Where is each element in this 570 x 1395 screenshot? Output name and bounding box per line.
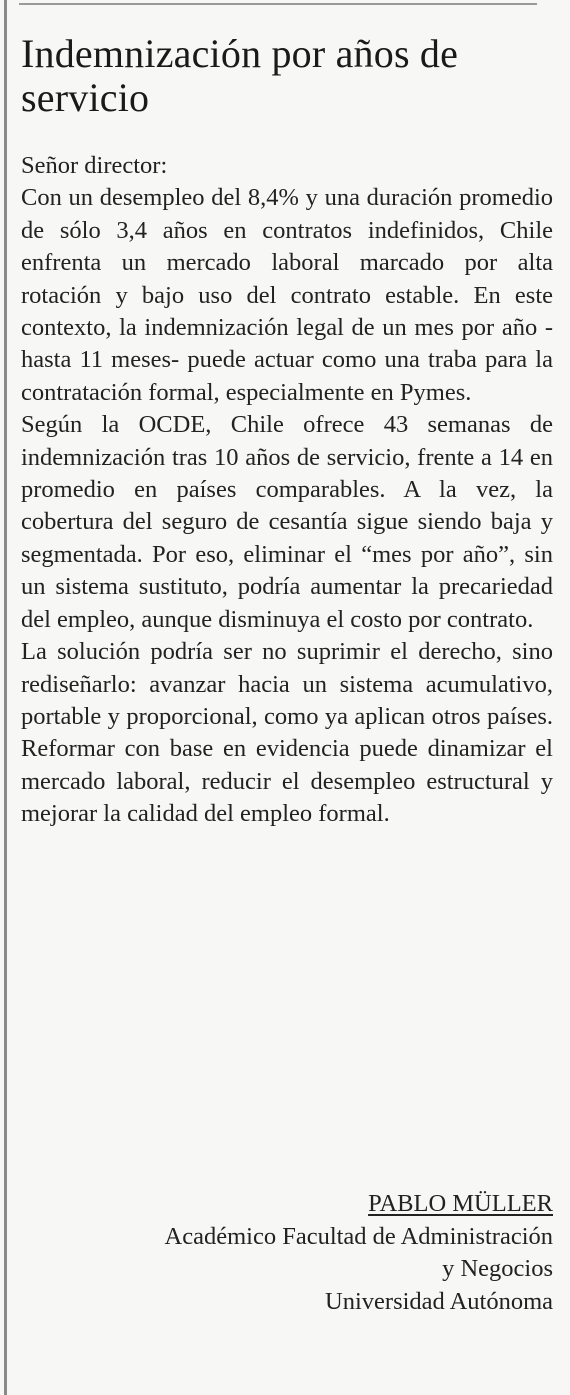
letter-paragraph-1: Con un desempleo del 8,4% y una duración promedio de sólo 3,4 años en contratos indefinidos, Chile enfrenta un mercado laboral marcado por alta rotación y bajo uso del contrato estable. En este contexto, la indemnización legal de un mes por año -hasta 11 meses- puede actuar como una traba para la contratación formal, especialmente en Pymes. xyxy=(21,184,553,406)
letter-headline: Indemnización por años de servicio xyxy=(21,31,459,120)
letter-signature xyxy=(13,1188,553,1318)
letter-salutation: Señor director: xyxy=(21,152,168,179)
author-title-line-2: y Negocios xyxy=(442,1255,553,1282)
author-name: PABLO MÜLLER xyxy=(368,1190,553,1217)
letter-paragraph-2: Según la OCDE, Chile ofrece 43 semanas de indemnización tras 10 años de servicio, frente a 14 en promedio en países comparables. A la vez, la cobertura del seguro de cesantía sigue siendo baja y segmentada. Por eso, eliminar el “mes por año”, sin un sistema sustituto, podría aumentar la precariedad del empleo, aunque disminuya el costo por contrato. xyxy=(21,411,553,633)
letter-to-editor xyxy=(21,0,553,831)
author-institution: Universidad Autónoma xyxy=(325,1287,553,1315)
author-title-line-1: Académico Facultad de Administración xyxy=(164,1222,553,1250)
letter-body xyxy=(21,150,553,831)
letter-paragraph-3: La solución podría ser no suprimir el derecho, sino rediseñarlo: avanzar hacia un sistema acumulativo, portable y proporcional, como ya aplican otros países. Reformar con base en evidencia puede dinamizar el mercado laboral, reducir el desempleo estructural y mejorar la calidad del empleo formal. xyxy=(21,638,553,828)
column-border-left xyxy=(4,0,7,1395)
